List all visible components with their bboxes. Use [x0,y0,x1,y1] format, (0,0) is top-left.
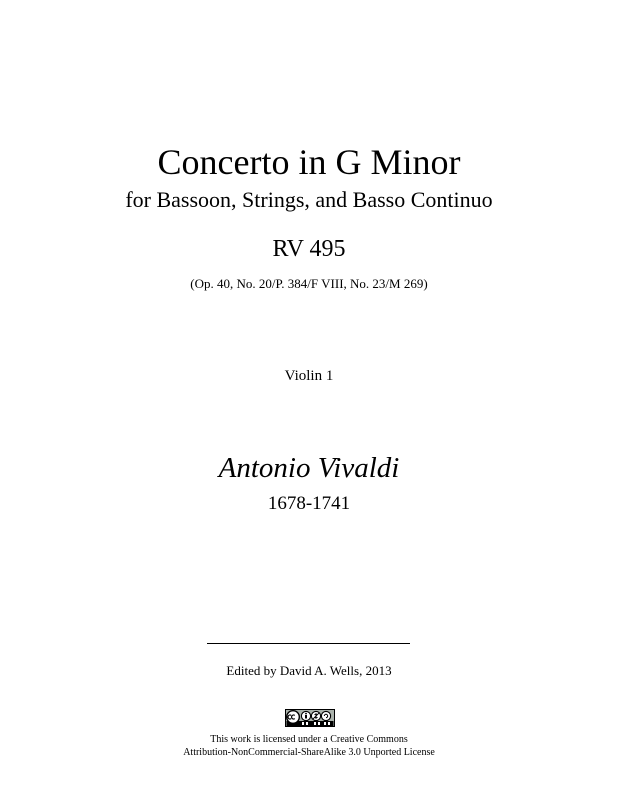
composer-dates: 1678-1741 [267,493,351,514]
score-title: Concerto in G Minor [157,142,461,182]
license-text-line-2: Attribution-NonCommercial-ShareAlike 3.0 Unported License [183,747,435,758]
alternate-catalog: (Op. 40, No. 20/P. 384/F VIII, No. 23/M 269) [190,276,428,291]
catalog-number: RV 495 [272,236,346,262]
editor-credit: Edited by David A. Wells, 2013 [226,663,392,678]
creative-commons-by-nc-sa-icon[interactable] [285,709,335,727]
part-name: Violin 1 [284,368,334,384]
composer-name: Antonio Vivaldi [218,452,400,484]
divider-rule [207,643,410,644]
license-text-line-1: This work is licensed under a Creative Commons [210,734,408,745]
score-subtitle: for Bassoon, Strings, and Basso Continuo [125,187,493,212]
